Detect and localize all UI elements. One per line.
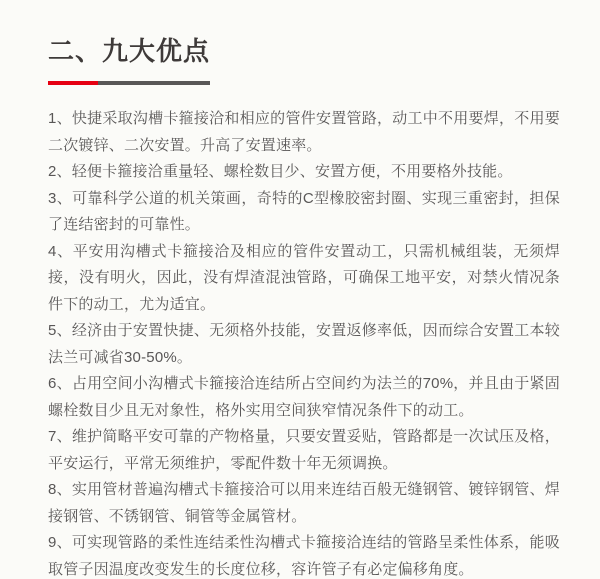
advantage-item-1: 1、快捷采取沟槽卡箍接洽和相应的管件安置管路，动工中不用要焊，不用要二次镀锌、二次安置。升高了安置速率。 xyxy=(48,110,560,154)
title-underline xyxy=(48,81,210,85)
page-title: 二、九大优点 xyxy=(48,36,211,66)
underline-gray-segment xyxy=(98,81,210,85)
advantage-item-4: 4、平安用沟槽式卡箍接洽及相应的管件安置动工，只需机械组装，无须焊接，没有明火，因此，没有焊渣混浊管路，可确保工地平安，对禁火情况条件下的动工，尤为适宜。 xyxy=(48,242,560,313)
section-header xyxy=(0,0,600,85)
advantage-item-9: 9、可实现管路的柔性连结柔性沟槽式卡箍接洽连结的管路呈柔性体系，能吸取管子因温度改变发生的长度位移，容许管子有必定偏移角度。 xyxy=(48,534,560,578)
advantages-list xyxy=(0,85,600,579)
advantage-item-7: 7、维护简略平安可靠的产物格量，只要安置妥贴，管路都是一次试压及格，平安运行，平常无须维护，零配件数十年无须调换。 xyxy=(48,428,560,472)
advantage-item-2: 2、轻便卡箍接洽重量轻、螺栓数目少、安置方便，不用要格外技能。 xyxy=(48,163,513,181)
advantage-item-8: 8、实用管材普遍沟槽式卡箍接洽可以用来连结百般无缝钢管、镀锌钢管、焊接钢管、不锈钢管、铜管等金属管材。 xyxy=(48,481,560,525)
underline-red-segment xyxy=(48,81,98,85)
advantage-item-3: 3、可靠科学公道的机关策画，奇特的C型橡胶密封圈、实现三重密封，担保了连结密封的可靠性。 xyxy=(48,189,560,234)
advantage-item-6: 6、占用空间小沟槽式卡箍接洽连结所占空间约为法兰的70%，并且由于紧固螺栓数目少且无对象性，格外实用空间狭窄情况条件下的动工。 xyxy=(48,375,560,419)
advantage-item-5: 5、经济由于安置快捷、无须格外技能，安置返修率低，因而综合安置工本较法兰可减省30-50%。 xyxy=(48,322,560,366)
